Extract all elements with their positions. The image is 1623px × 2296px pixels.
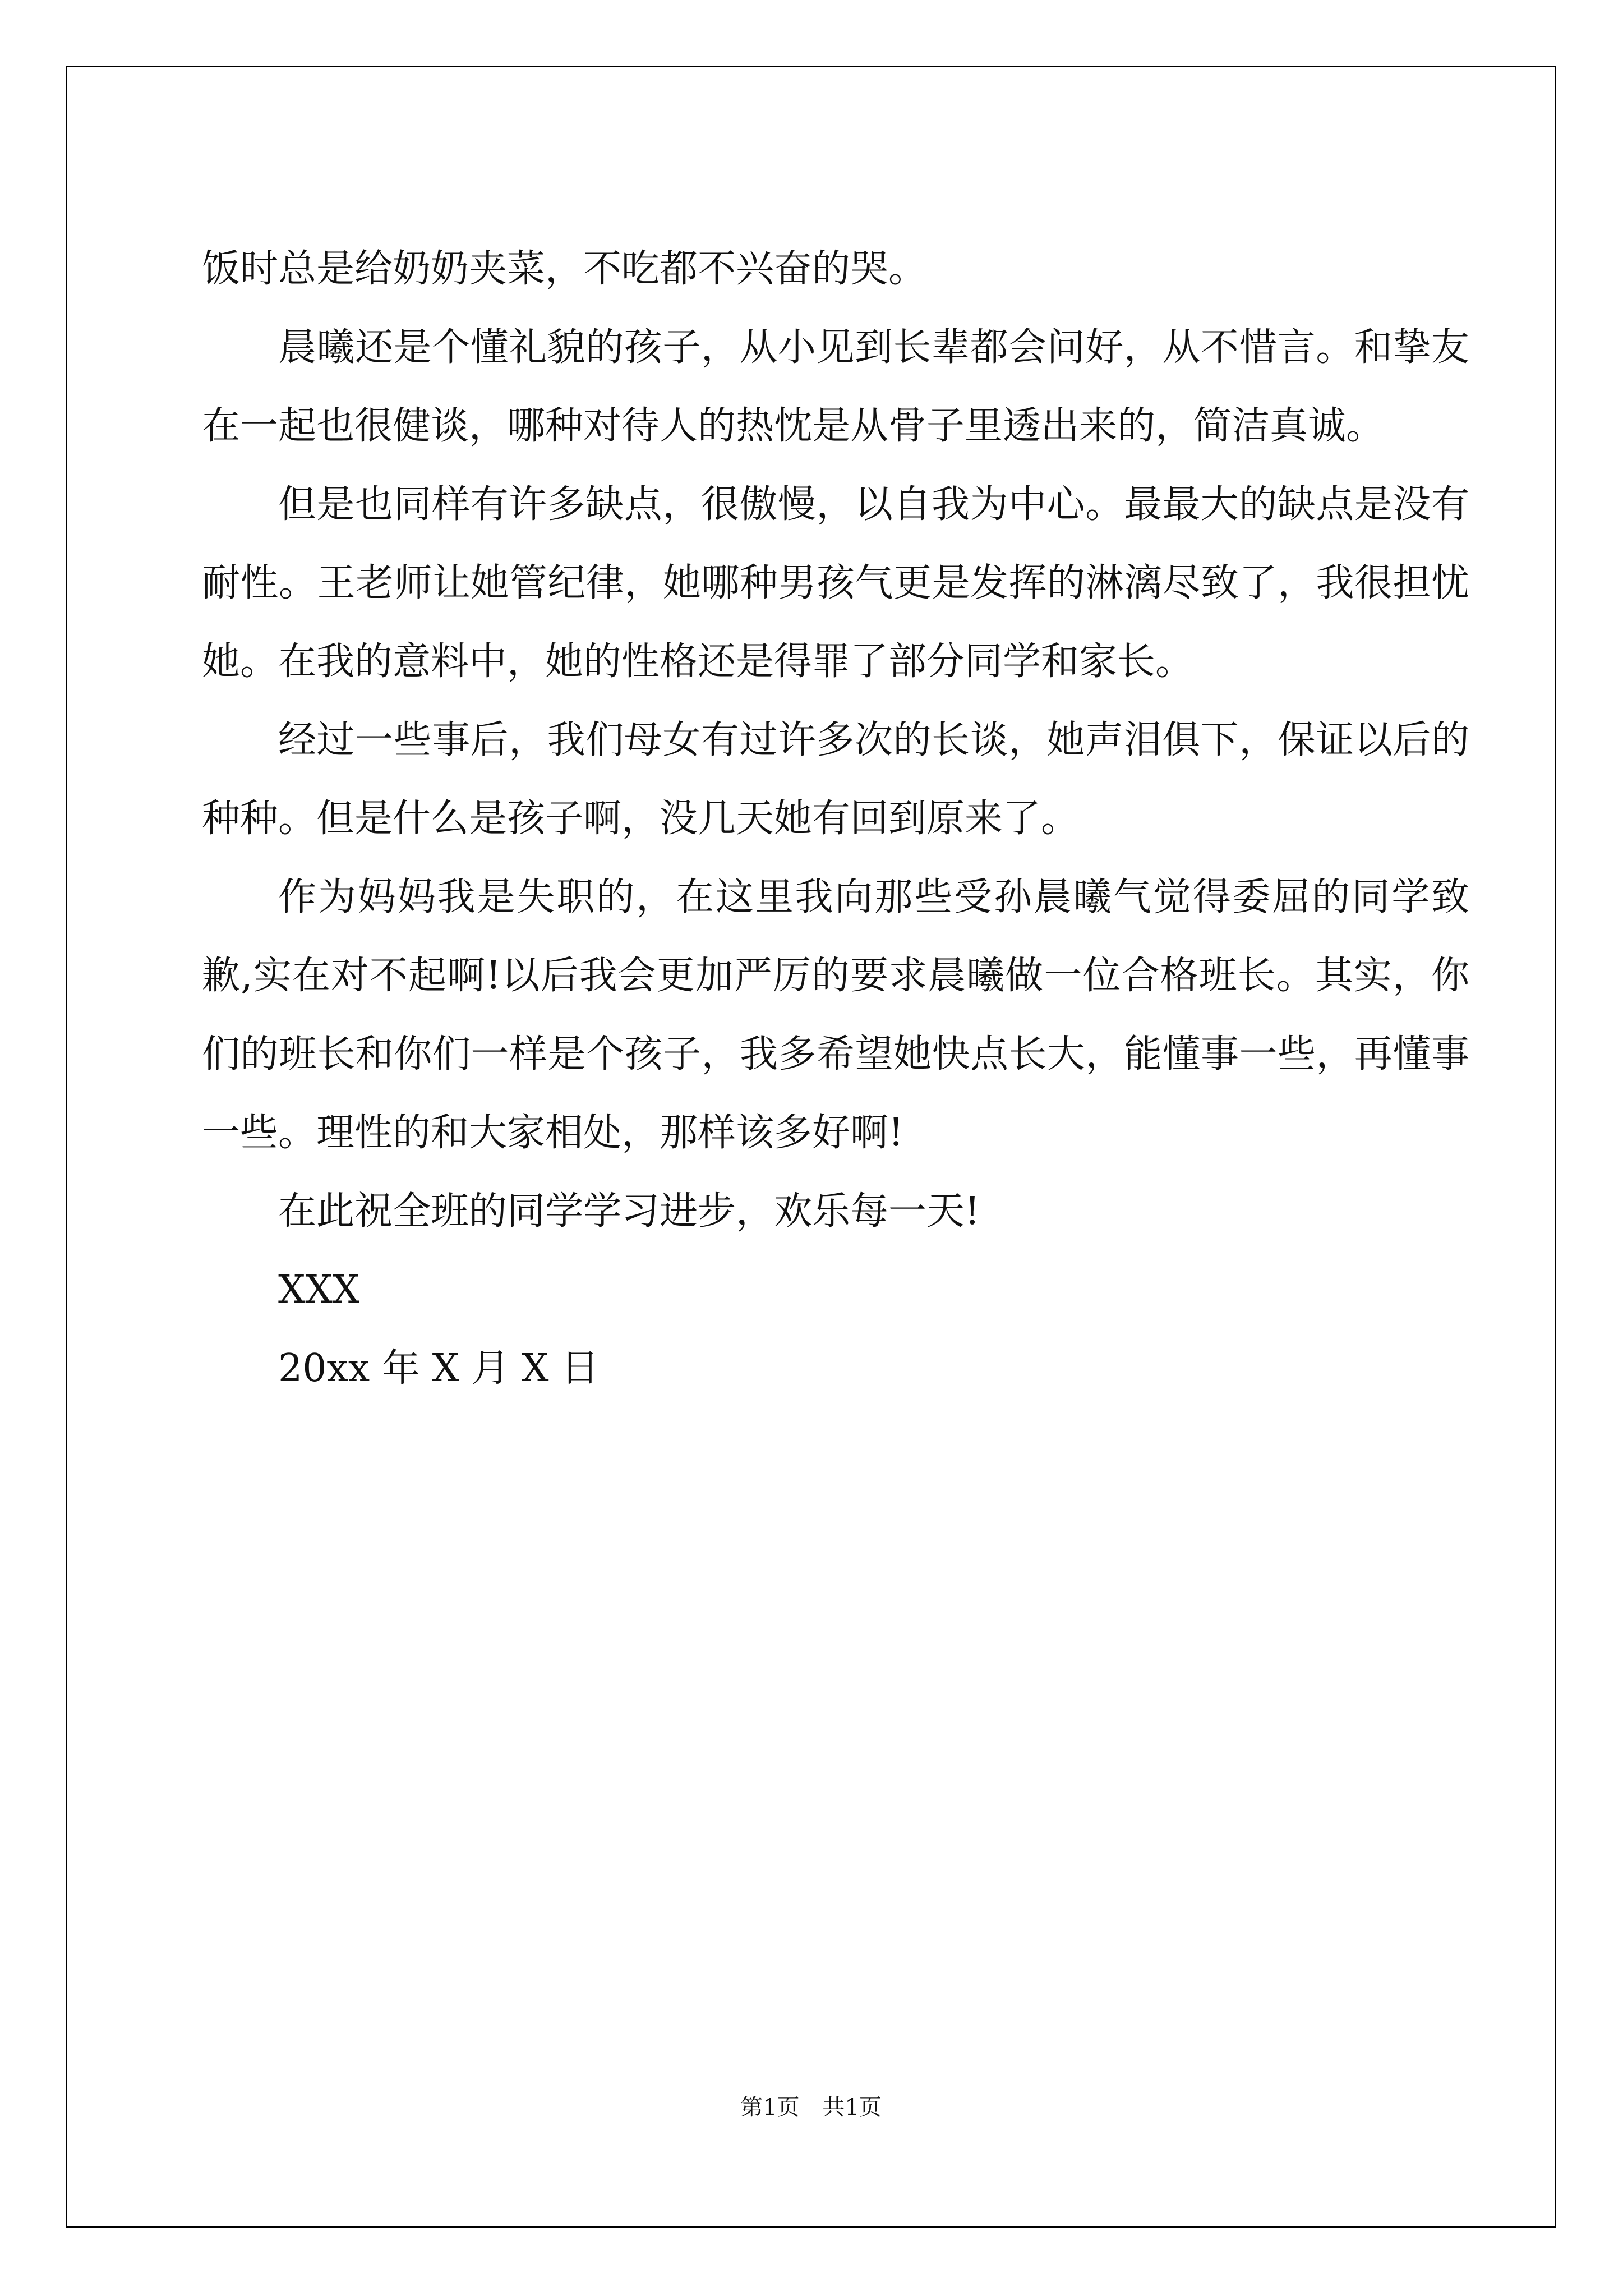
page-number: 第1页 [740,2095,800,2120]
document-page [66,66,1556,2228]
paragraph: 作为妈妈我是失职的，在这里我向那些受孙晨曦气觉得委屈的同学致歉,实在对不起啊!以后我会更加严厉的要求晨曦做一位合格班长。其实，你们的班长和你们一样是个孩子，我多希望她快点长大，能懂事一些，再懂事一些。理性的和大家相处，那样该多好啊! [202,875,1469,1155]
paragraph: 饭时总是给奶奶夹菜，不吃都不兴奋的哭。 [202,247,927,291]
date-line: 20xx 年 X 月 X 日 [278,1346,600,1391]
paragraph: 经过一些事后，我们母女有过许多次的长谈，她声泪俱下，保证以后的种种。但是什么是孩子啊，没几天她有回到原来了。 [202,718,1469,841]
paragraph: 晨曦还是个懂礼貌的孩子，从小见到长辈都会问好，从不惜言。和挚友在一起也很健谈，哪种对待人的热忱是从骨子里透出来的，简洁真诚。 [202,325,1469,448]
paragraph: 但是也同样有许多缺点，很傲慢，以自我为中心。最最大的缺点是没有耐性。王老师让她管纪律，她哪种男孩气更是发挥的淋漓尽致了，我很担忧她。在我的意料中，她的性格还是得罪了部分同学和家长。 [202,482,1469,684]
paragraph: 在此祝全班的同学学习进步，欢乐每一天! [278,1189,980,1234]
letter-body [202,230,1469,1408]
page-footer [67,2090,1555,2122]
page-total: 共1页 [822,2095,882,2120]
signature: XXX [278,1268,360,1312]
